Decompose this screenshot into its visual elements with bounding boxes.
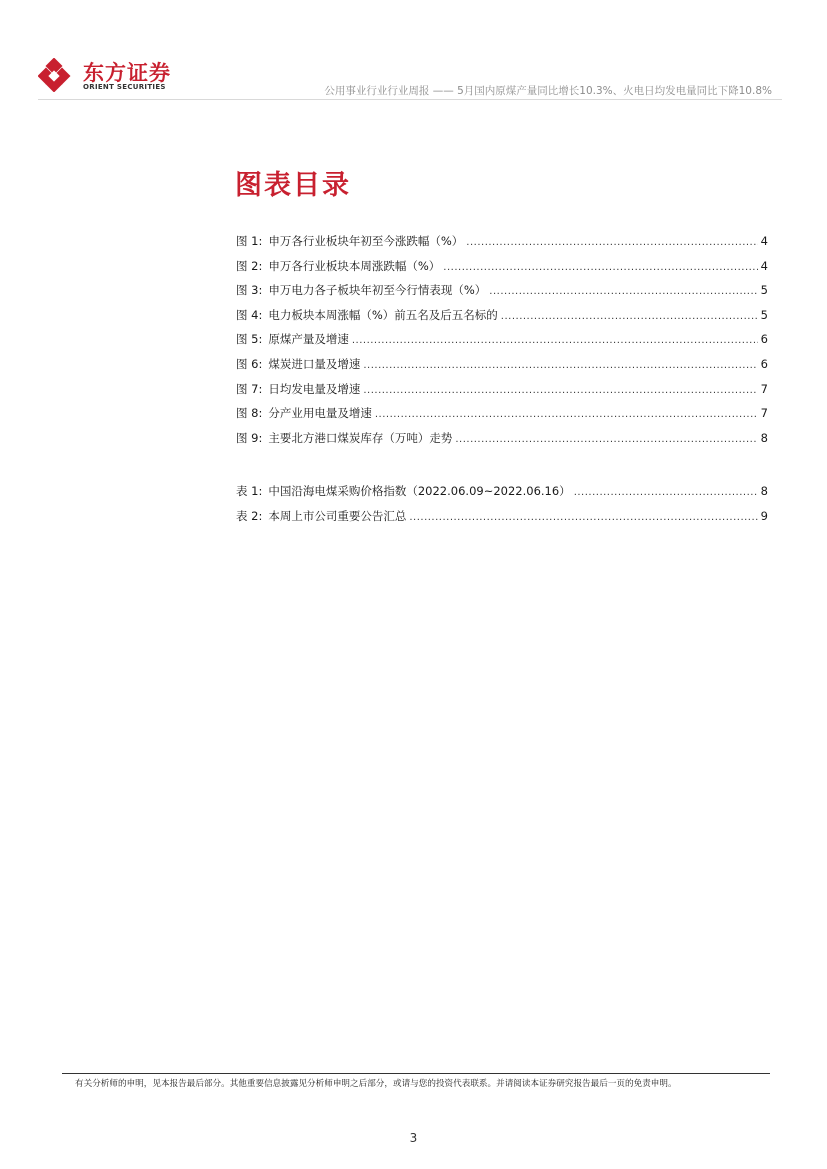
dot-leader	[363, 360, 757, 371]
toc-entry-number: 图 1:	[236, 234, 263, 248]
toc-entry-label: 申万电力各子板块年初至今行情表现（%）	[268, 283, 487, 298]
toc-entry-figure-7[interactable]	[236, 381, 768, 406]
toc-entry-number: 图 2:	[236, 258, 263, 273]
dot-leader	[409, 512, 757, 523]
toc-entry-number: 图 8:	[236, 406, 263, 421]
toc-entry-page: 9	[760, 508, 768, 523]
toc-entry-page: 7	[760, 381, 768, 396]
toc-entry-page: 5	[760, 283, 768, 298]
toc-entry-number: 表 1:	[236, 484, 263, 498]
toc-entry-label: 电力板块本周涨幅（%）前五名及后五名标的	[268, 307, 498, 322]
company-logo	[38, 56, 188, 96]
toc-entry-page: 4	[760, 258, 768, 273]
toc-entry-label: 煤炭进口量及增速	[268, 356, 361, 371]
footer-disclaimer: 有关分析师的申明，见本报告最后部分。其他重要信息披露见分析师申明之后部分，或请与您的投资代表联系。并请阅读本证券研究报告最后一页的免责申明。	[75, 1079, 677, 1089]
dot-leader	[501, 311, 758, 322]
dot-leader	[375, 409, 758, 420]
figure-list	[236, 233, 768, 454]
header-divider	[38, 99, 782, 100]
toc-entry-number: 图 6:	[236, 356, 263, 371]
toc-entry-label: 申万各行业板块本周涨跌幅（%）	[268, 258, 441, 273]
dot-leader	[466, 237, 757, 248]
toc-entry-label: 分产业用电量及增速	[268, 406, 372, 421]
toc-entry-number: 图 9:	[236, 430, 263, 445]
toc-entry-figure-1[interactable]	[236, 233, 768, 258]
toc-entry-figure-4[interactable]	[236, 307, 768, 332]
toc-entry-page: 5	[760, 307, 768, 322]
toc-entry-page: 8	[760, 430, 768, 445]
logo-chinese-name: 东方证券	[83, 61, 171, 85]
toc-entry-label: 日均发电量及增速	[268, 381, 361, 396]
dot-leader	[443, 262, 757, 273]
toc-entry-number: 表 2:	[236, 508, 263, 523]
page-number: 3	[409, 1131, 418, 1145]
toc-entry-figure-6[interactable]	[236, 356, 768, 381]
page-header	[38, 56, 790, 100]
dot-leader	[455, 434, 757, 445]
dot-leader	[574, 487, 758, 498]
toc-entry-figure-3[interactable]	[236, 282, 768, 307]
toc-entry-number: 图 7:	[236, 381, 263, 396]
toc-entry-label: 主要北方港口煤炭库存（万吨）走势	[268, 430, 453, 445]
toc-entry-table-2[interactable]	[236, 508, 768, 533]
toc-entry-page: 6	[760, 356, 768, 371]
orient-logo-icon	[38, 58, 76, 92]
toc-entry-label: 中国沿海电煤采购价格指数（2022.06.09~2022.06.16）	[268, 484, 571, 498]
toc-entry-figure-9[interactable]	[236, 430, 768, 455]
toc-entry-label: 申万各行业板块年初至今涨跌幅（%）	[268, 234, 464, 248]
toc-heading: 图表目录	[235, 170, 351, 201]
toc-entry-page: 4	[760, 234, 768, 248]
logo-english-name: ORIENT SECURITIES	[83, 83, 166, 91]
toc-entry-label: 原煤产量及增速	[268, 332, 349, 347]
toc-entry-page: 6	[760, 332, 768, 347]
table-list	[236, 483, 768, 532]
toc-entry-figure-5[interactable]	[236, 331, 768, 356]
footer-divider	[62, 1073, 770, 1074]
toc-entry-number: 图 4:	[236, 307, 263, 322]
toc-entry-number: 图 5:	[236, 332, 263, 347]
dot-leader	[489, 286, 757, 297]
report-title: 公用事业行业行业周报 —— 5月国内原煤产量同比增长10.3%、火电日均发电量同比下降10.8%	[324, 85, 772, 97]
toc-entry-page: 7	[760, 406, 768, 421]
dot-leader	[363, 385, 757, 396]
toc-entry-page: 8	[760, 484, 768, 498]
toc-entry-label: 本周上市公司重要公告汇总	[268, 508, 407, 523]
toc-entry-figure-8[interactable]	[236, 405, 768, 430]
toc-entry-figure-2[interactable]	[236, 258, 768, 283]
toc-entry-table-1[interactable]	[236, 483, 768, 508]
dot-leader	[352, 335, 758, 346]
toc-entry-number: 图 3:	[236, 283, 263, 298]
